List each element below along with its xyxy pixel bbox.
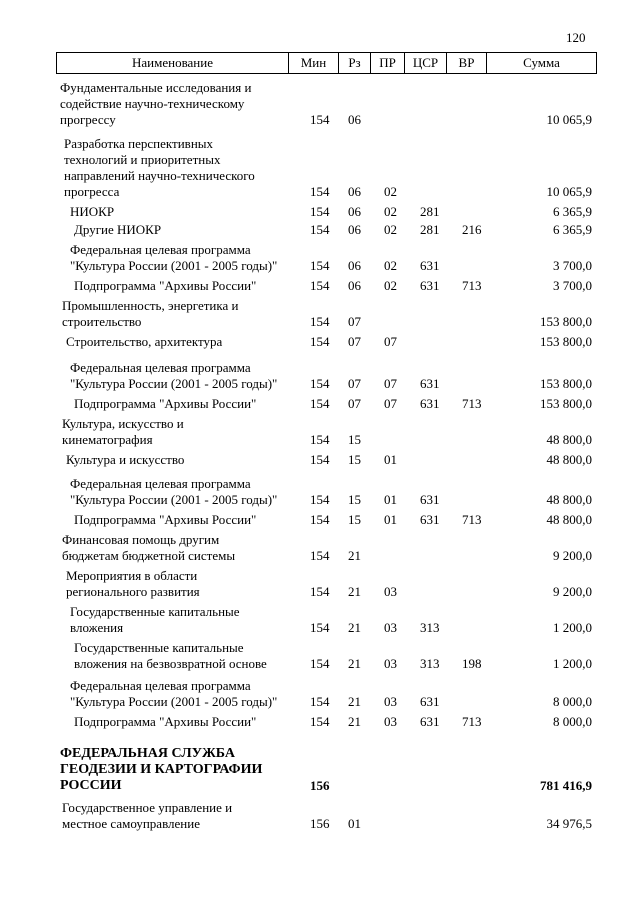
row-rz: 07	[348, 376, 361, 391]
row-name	[62, 532, 298, 564]
row-sum: 1 200,0	[553, 620, 592, 635]
row-rz: 07	[348, 334, 361, 349]
header-sum: Сумма	[487, 53, 597, 74]
row-name-line: Государственное управление и	[62, 800, 233, 815]
row-name-line: Культура, искусство и	[62, 416, 184, 431]
row-pr: 02	[384, 184, 397, 199]
row-min: 154	[310, 492, 330, 507]
row-name	[70, 476, 306, 508]
row-min: 154	[310, 512, 330, 527]
row-csr: 631	[420, 258, 440, 273]
row-sum: 48 800,0	[546, 512, 592, 527]
header-csr: ЦСР	[405, 53, 447, 74]
row-rz: 15	[348, 432, 361, 447]
row-csr: 281	[420, 222, 440, 237]
row-vr: 713	[462, 278, 482, 293]
row-pr: 03	[384, 714, 397, 729]
row-name-line: прогрессу	[60, 112, 116, 127]
row-sum: 6 365,9	[553, 222, 592, 237]
row-name	[60, 746, 296, 794]
row-sum: 48 800,0	[546, 432, 592, 447]
row-name-line: Подпрограмма "Архивы России"	[74, 512, 257, 527]
row-min: 154	[310, 112, 330, 127]
row-pr: 02	[384, 204, 397, 219]
row-rz: 21	[348, 620, 361, 635]
row-name-line: вложения	[70, 620, 124, 635]
row-csr: 631	[420, 694, 440, 709]
row-rz: 06	[348, 112, 361, 127]
row-min: 154	[310, 184, 330, 199]
row-sum: 1 200,0	[553, 656, 592, 671]
row-name	[74, 640, 310, 672]
row-csr: 631	[420, 376, 440, 391]
row-csr: 313	[420, 620, 440, 635]
row-pr: 02	[384, 222, 397, 237]
row-pr: 07	[384, 334, 397, 349]
row-sum: 3 700,0	[553, 278, 592, 293]
header-name: Наименование	[57, 53, 289, 74]
row-name-line: Разработка перспективных	[64, 136, 214, 151]
row-name-line: Другие НИОКР	[74, 222, 162, 237]
row-min: 154	[310, 204, 330, 219]
row-name-line: НИОКР	[70, 204, 115, 219]
row-name	[66, 568, 302, 600]
row-name-line: содействие научно-техническому	[60, 96, 245, 111]
row-min: 154	[310, 714, 330, 729]
row-sum: 8 000,0	[553, 714, 592, 729]
row-pr: 07	[384, 396, 397, 411]
row-rz: 21	[348, 714, 361, 729]
row-name	[74, 714, 310, 730]
row-rz: 06	[348, 222, 361, 237]
header-rz: Рз	[339, 53, 371, 74]
row-csr: 631	[420, 396, 440, 411]
row-csr: 631	[420, 714, 440, 729]
row-name-line: Мероприятия в области	[66, 568, 198, 583]
row-name-line: Фундаментальные исследования и	[60, 80, 252, 95]
row-name	[70, 360, 306, 392]
row-pr: 03	[384, 620, 397, 635]
row-csr: 631	[420, 278, 440, 293]
row-pr: 01	[384, 452, 397, 467]
row-min: 154	[310, 396, 330, 411]
row-rz: 07	[348, 396, 361, 411]
row-name-line: "Культура России (2001 - 2005 годы)"	[70, 492, 278, 507]
row-min: 154	[310, 278, 330, 293]
row-pr: 01	[384, 512, 397, 527]
row-rz: 06	[348, 204, 361, 219]
row-name-line: РОССИИ	[60, 778, 122, 793]
row-sum: 10 065,9	[546, 184, 592, 199]
row-name-line: Промышленность, энергетика и	[62, 298, 239, 313]
row-min: 154	[310, 694, 330, 709]
row-name	[74, 512, 310, 528]
row-rz: 21	[348, 694, 361, 709]
row-pr: 01	[384, 492, 397, 507]
header-vr: ВР	[447, 53, 487, 74]
row-name-line: бюджетам бюджетной системы	[62, 548, 236, 563]
row-sum: 10 065,9	[546, 112, 592, 127]
row-name-line: "Культура России (2001 - 2005 годы)"	[70, 376, 278, 391]
row-vr: 198	[462, 656, 482, 671]
row-vr: 216	[462, 222, 482, 237]
row-min: 154	[310, 314, 330, 329]
row-min: 156	[310, 816, 330, 831]
row-name-line: местное самоуправление	[62, 816, 200, 831]
row-csr: 631	[420, 512, 440, 527]
row-pr: 03	[384, 694, 397, 709]
row-min: 154	[310, 222, 330, 237]
row-name-line: Государственные капитальные	[70, 604, 240, 619]
row-name-line: Федеральная целевая программа	[70, 242, 251, 257]
row-name-line: Подпрограмма "Архивы России"	[74, 278, 257, 293]
row-min: 154	[310, 432, 330, 447]
row-rz: 15	[348, 512, 361, 527]
header-pr: ПР	[371, 53, 405, 74]
row-name	[64, 136, 300, 200]
row-sum: 34 976,5	[546, 816, 592, 831]
row-min: 154	[310, 656, 330, 671]
row-sum: 3 700,0	[553, 258, 592, 273]
row-vr: 713	[462, 512, 482, 527]
row-min: 154	[310, 584, 330, 599]
row-sum: 9 200,0	[553, 584, 592, 599]
row-name	[70, 678, 306, 710]
row-min: 154	[310, 258, 330, 273]
row-rz: 21	[348, 548, 361, 563]
row-min: 156	[310, 778, 330, 793]
row-csr: 281	[420, 204, 440, 219]
row-sum: 153 800,0	[540, 314, 592, 329]
row-name	[70, 604, 306, 636]
row-name	[66, 334, 302, 350]
row-name	[62, 416, 298, 448]
row-name	[74, 278, 310, 294]
row-sum: 8 000,0	[553, 694, 592, 709]
row-vr: 713	[462, 714, 482, 729]
row-name-line: Федеральная целевая программа	[70, 360, 251, 375]
row-csr: 631	[420, 492, 440, 507]
row-name	[74, 396, 310, 412]
row-sum: 153 800,0	[540, 376, 592, 391]
row-name-line: направлений научно-технического	[64, 168, 255, 183]
row-name-line: "Культура России (2001 - 2005 годы)"	[70, 258, 278, 273]
row-name	[62, 800, 298, 832]
row-rz: 06	[348, 258, 361, 273]
row-rz: 01	[348, 816, 361, 831]
row-rz: 21	[348, 656, 361, 671]
row-name-line: Подпрограмма "Архивы России"	[74, 714, 257, 729]
row-name-line: "Культура России (2001 - 2005 годы)"	[70, 694, 278, 709]
row-name-line: технологий и приоритетных	[64, 152, 221, 167]
row-sum: 6 365,9	[553, 204, 592, 219]
row-name-line: Подпрограмма "Архивы России"	[74, 396, 257, 411]
row-name-line: Федеральная целевая программа	[70, 678, 251, 693]
row-pr: 03	[384, 584, 397, 599]
row-sum: 153 800,0	[540, 334, 592, 349]
row-min: 154	[310, 620, 330, 635]
row-name-line: регионального развития	[66, 584, 200, 599]
row-sum: 153 800,0	[540, 396, 592, 411]
row-name-line: строительство	[62, 314, 142, 329]
row-rz: 15	[348, 492, 361, 507]
row-rz: 06	[348, 278, 361, 293]
row-name-line: Культура и искусство	[66, 452, 185, 467]
row-name-line: кинематография	[62, 432, 153, 447]
row-name-line: прогресса	[64, 184, 120, 199]
row-name-line: Федеральная целевая программа	[70, 476, 251, 491]
row-sum: 48 800,0	[546, 452, 592, 467]
row-name	[60, 80, 296, 128]
row-rz: 06	[348, 184, 361, 199]
row-min: 154	[310, 334, 330, 349]
row-name	[70, 204, 306, 220]
row-min: 154	[310, 452, 330, 467]
row-rz: 07	[348, 314, 361, 329]
row-vr: 713	[462, 396, 482, 411]
row-name	[66, 452, 302, 468]
row-sum: 9 200,0	[553, 548, 592, 563]
row-name-line: вложения на безвозвратной основе	[74, 656, 267, 671]
row-name-line: Государственные капитальные	[74, 640, 244, 655]
row-sum: 781 416,9	[540, 778, 592, 793]
row-name-line: ГЕОДЕЗИИ И КАРТОГРАФИИ	[60, 762, 263, 777]
row-name-line: Строительство, архитектура	[66, 334, 223, 349]
row-name	[62, 298, 298, 330]
row-csr: 313	[420, 656, 440, 671]
row-pr: 02	[384, 258, 397, 273]
row-pr: 03	[384, 656, 397, 671]
row-sum: 48 800,0	[546, 492, 592, 507]
row-name-line: ФЕДЕРАЛЬНАЯ СЛУЖБА	[60, 746, 235, 761]
page-number: 120	[566, 30, 586, 45]
row-rz: 15	[348, 452, 361, 467]
row-name	[74, 222, 310, 238]
header-min: Мин	[289, 53, 339, 74]
row-pr: 07	[384, 376, 397, 391]
row-name	[70, 242, 306, 274]
row-pr: 02	[384, 278, 397, 293]
row-min: 154	[310, 548, 330, 563]
row-min: 154	[310, 376, 330, 391]
row-rz: 21	[348, 584, 361, 599]
row-name-line: Финансовая помощь другим	[62, 532, 220, 547]
